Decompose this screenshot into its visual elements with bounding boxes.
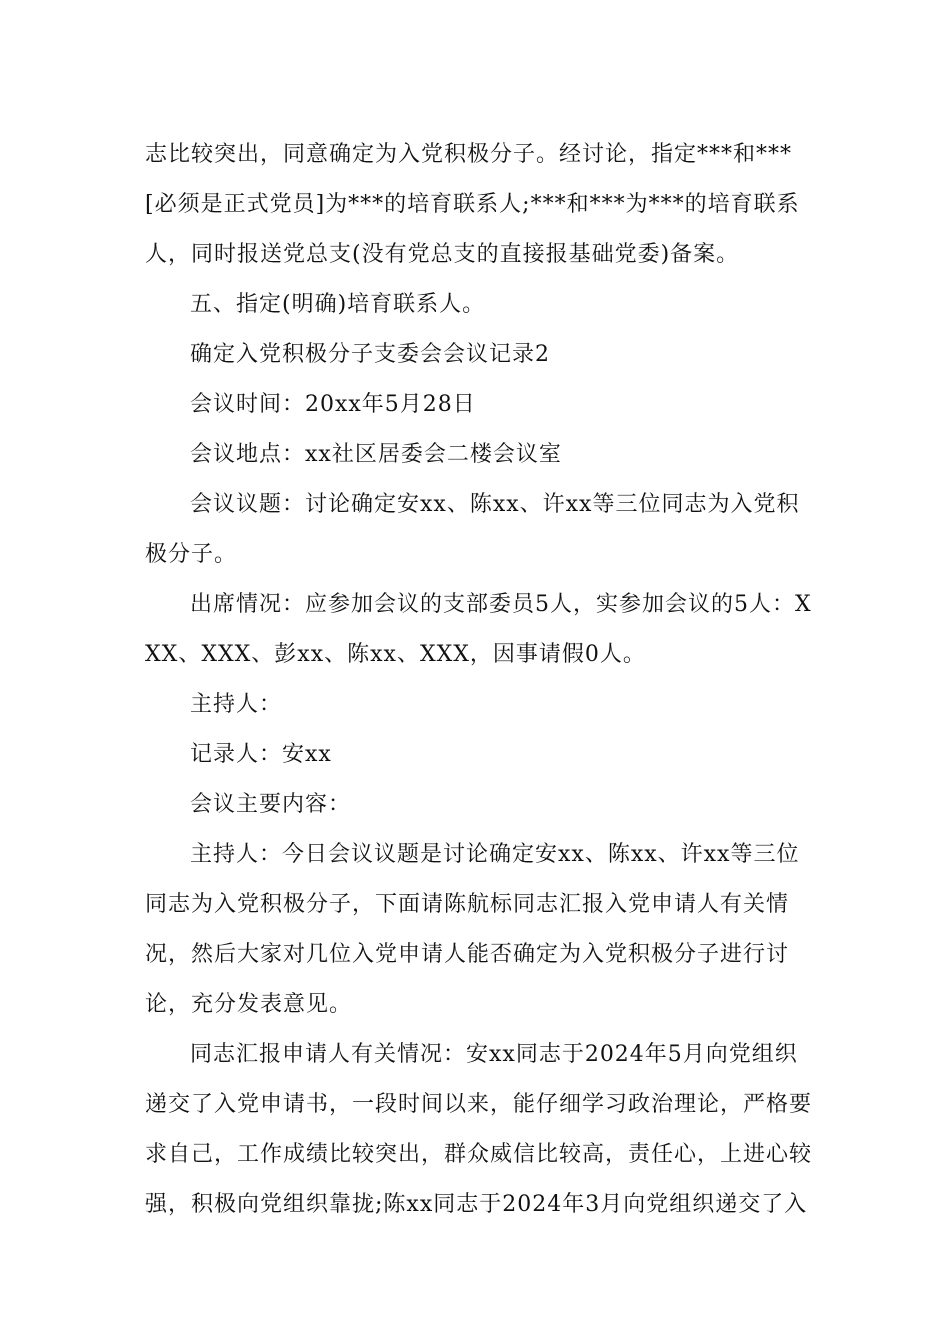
document-body <box>145 130 815 1230</box>
paragraph: 会议议题：讨论确定安xx、陈xx、许xx等三位同志为入党积极分子。 <box>145 492 800 567</box>
paragraph: 出席情况：应参加会议的支部委员5人，实参加会议的5人：XXX、XXX、彭xx、陈xx、XXX，因事请假0人。 <box>145 592 812 667</box>
paragraph: 会议地点：xx社区居委会二楼会议室 <box>190 442 562 467</box>
paragraph: 主持人：今日会议议题是讨论确定安xx、陈xx、许xx等三位同志为入党积极分子，下面请陈航标同志汇报入党申请人有关情况，然后大家对几位入党申请人能否确定为入党积极分子进行讨论，充分发表意见。 <box>145 842 800 1017</box>
paragraph: 主持人： <box>190 692 283 717</box>
paragraph: 同志汇报申请人有关情况：安xx同志于2024年5月向党组织递交了入党申请书，一段时间以来，能仔细学习政治理论，严格要求自己，工作成绩比较突出，群众威信比较高，责任心，上进心较强，积极向党组织靠拢;陈xx同志于2024年3月向党组织递交了入 <box>145 1042 813 1217</box>
paragraph: 确定入党积极分子支委会会议记录2 <box>190 342 550 367</box>
paragraph: 记录人：安xx <box>190 742 332 767</box>
paragraph: 会议时间：20xx年5月28日 <box>190 392 476 417</box>
paragraph: 会议主要内容： <box>190 792 352 817</box>
paragraph: 五、指定(明确)培育联系人。 <box>190 292 486 317</box>
paragraph: 志比较突出，同意确定为入党积极分子。经讨论，指定***和***[必须是正式党员]为***的培育联系人;***和***为***的培育联系人，同时报送党总支(没有党总支的直接报基础党委)备案。 <box>145 142 800 267</box>
